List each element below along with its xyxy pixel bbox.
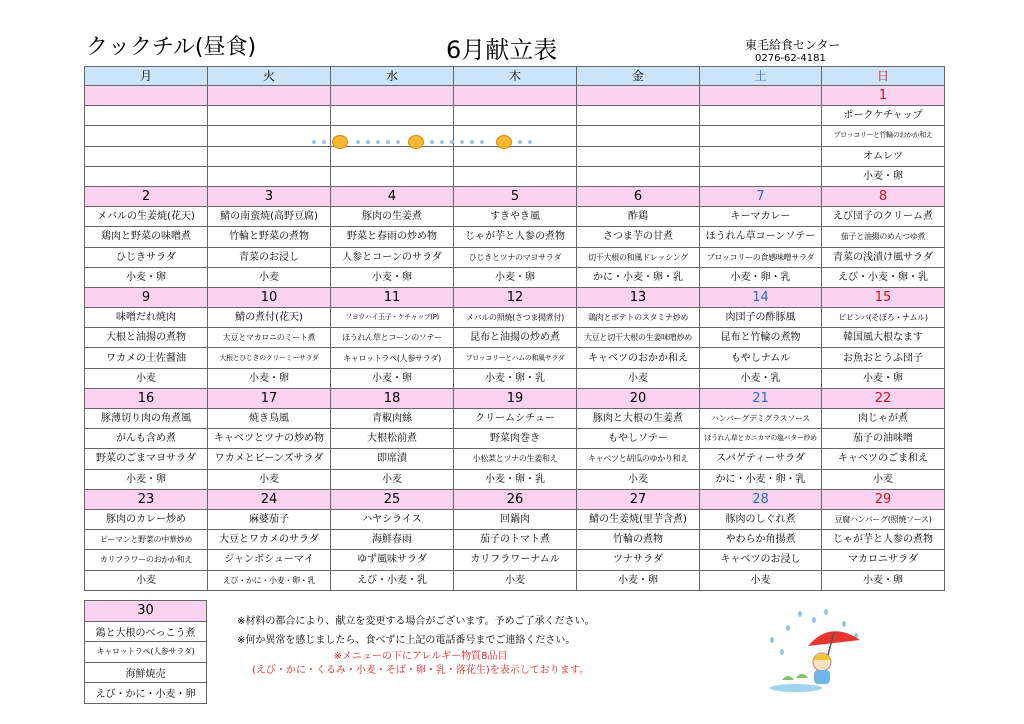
- menu-cell: キャベツとツナの炒め物: [208, 429, 331, 449]
- menu-cell: カリフラワーナムル: [454, 550, 577, 570]
- menu-cell: キャベツのお浸し: [700, 550, 822, 570]
- menu-cell: ワカメの土佐醤油: [85, 348, 208, 368]
- menu-cell: キャベツのごま和え: [822, 449, 945, 469]
- date-cell: 1: [822, 86, 945, 106]
- snail-icon: [332, 135, 348, 149]
- menu-cell: ブロッコリーの食感味噌サラダ: [700, 247, 822, 267]
- menu-cell: 人参とコーンのサラダ: [331, 247, 454, 267]
- menu-cell: カリフラワーのおかか和え: [85, 550, 208, 570]
- menu-cell: ポークケチャップ: [822, 106, 945, 126]
- menu-row: [85, 550, 945, 570]
- date-cell: 26: [454, 489, 577, 509]
- menu-cell: ほうれん草とコーンのソテー: [331, 328, 454, 348]
- menu-cell: 鶏と大根のべっこう煮: [85, 621, 207, 642]
- menu-cell: オムレツ: [822, 146, 945, 166]
- date-cell: 2: [85, 186, 208, 206]
- dot-icon: [322, 140, 326, 144]
- allergen-cell: [700, 166, 822, 186]
- menu-row: [85, 166, 945, 186]
- allergen-cell: 小麦・卵: [331, 368, 454, 388]
- date-cell: 22: [822, 388, 945, 408]
- allergy-line-2: (えび・かに・くるみ・小麦・そば・卵・乳・落花生)を表示しております。: [252, 665, 590, 676]
- allergen-cell: 小麦・卵: [331, 267, 454, 287]
- date-cell: 15: [822, 287, 945, 307]
- menu-cell: [85, 106, 208, 126]
- date-cell: [454, 86, 577, 106]
- allergen-cell: [208, 166, 331, 186]
- menu-row: [85, 328, 945, 348]
- menu-cell: ピーマンと野菜の中華炒め: [85, 530, 208, 550]
- allergen-cell: えび・かに・小麦・卵・乳: [208, 570, 331, 590]
- menu-cell: ほうれん草とカニカマの塩バター炒め: [700, 429, 822, 449]
- menu-row: [85, 429, 945, 449]
- menu-cell: [577, 146, 700, 166]
- menu-cell: [454, 106, 577, 126]
- date-row: [85, 186, 945, 206]
- menu-cell: 海鮮春雨: [331, 530, 454, 550]
- menu-cell: 大豆とワカメのサラダ: [208, 530, 331, 550]
- note-line-2: ※何か異常を感じましたら、食べずに上記の電話番号までご連絡ください。: [237, 635, 576, 646]
- date-cell: 11: [331, 287, 454, 307]
- allergen-cell: [85, 166, 208, 186]
- allergen-cell: [454, 166, 577, 186]
- date-cell: 18: [331, 388, 454, 408]
- menu-cell: [85, 146, 208, 166]
- menu-cell: 竹輪と野菜の煮物: [208, 227, 331, 247]
- date-cell: [208, 86, 331, 106]
- menu-cell: 海鮮焼売: [85, 662, 207, 683]
- menu-cell: キャロットラペ(人参サラダ): [331, 348, 454, 368]
- allergen-cell: 小麦: [208, 469, 331, 489]
- date-cell: 29: [822, 489, 945, 509]
- menu-cell: 野菜のごまマヨサラダ: [85, 449, 208, 469]
- date-cell: 25: [331, 489, 454, 509]
- date-cell: 13: [577, 287, 700, 307]
- menu-row: [85, 469, 945, 489]
- weekday-sun: 日: [822, 67, 945, 86]
- menu-cell: 豚肉の生姜煮: [331, 207, 454, 227]
- dot-icon: [366, 140, 370, 144]
- menu-cell: 竹輪の煮物: [577, 530, 700, 550]
- menu-cell: ほうれん草コーンソテー: [700, 227, 822, 247]
- menu-cell: [700, 126, 822, 146]
- menu-cell: マカロニサラダ: [822, 550, 945, 570]
- date-cell: 21: [700, 388, 822, 408]
- menu-cell: 味噌だれ焼肉: [85, 308, 208, 328]
- menu-row: [85, 207, 945, 227]
- allergen-cell: 小麦: [85, 570, 208, 590]
- allergen-cell: 小麦: [208, 267, 331, 287]
- menu-cell: がんも含め煮: [85, 429, 208, 449]
- menu-cell: [85, 126, 208, 146]
- date-cell: 9: [85, 287, 208, 307]
- notes: [237, 612, 595, 650]
- weekday-mon: 月: [85, 67, 208, 86]
- date-cell: 16: [85, 388, 208, 408]
- menu-cell: 茄子の油味噌: [822, 429, 945, 449]
- page-title: クックチル(昼食): [86, 35, 257, 60]
- allergen-cell: [331, 166, 454, 186]
- snail-decoration: [312, 135, 532, 151]
- snail-icon: [496, 135, 512, 149]
- dot-icon: [376, 140, 380, 144]
- menu-cell: [331, 106, 454, 126]
- menu-cell: 昆布と油揚の炒め煮: [454, 328, 577, 348]
- menu-cell: 茄子と油揚のめんつゆ煮: [822, 227, 945, 247]
- weekday-sat: 土: [700, 67, 822, 86]
- menu-cell: 鯖の生姜焼(里芋含煮): [577, 509, 700, 529]
- allergen-cell: 小麦・卵: [577, 570, 700, 590]
- date-cell: 28: [700, 489, 822, 509]
- date-cell: 10: [208, 287, 331, 307]
- date-cell: 6: [577, 186, 700, 206]
- menu-row: [85, 530, 945, 550]
- menu-cell: キャベツのおかか和え: [577, 348, 700, 368]
- snail-icon: [408, 135, 424, 149]
- date-cell: 4: [331, 186, 454, 206]
- menu-row: [85, 348, 945, 368]
- menu-cell: 焼き鳥風: [208, 409, 331, 429]
- menu-row: [85, 449, 945, 469]
- date-cell: 17: [208, 388, 331, 408]
- menu-cell: 鯖の南蛮焼(高野豆腐): [208, 207, 331, 227]
- allergen-cell: 小麦: [85, 368, 208, 388]
- menu-cell: ツナサラダ: [577, 550, 700, 570]
- menu-cell: キャベツと胡瓜のゆかり和え: [577, 449, 700, 469]
- menu-cell: やわらか角揚煮: [700, 530, 822, 550]
- menu-cell: [700, 106, 822, 126]
- date-row: [85, 388, 945, 408]
- date-row: [85, 86, 945, 106]
- menu-cell: 小松菜とツナの生姜和え: [454, 449, 577, 469]
- dot-icon: [518, 140, 522, 144]
- date-cell: 3: [208, 186, 331, 206]
- weekday-thu: 木: [454, 67, 577, 86]
- menu-cell: 豚肉と大根の生姜煮: [577, 409, 700, 429]
- menu-cell: 韓国風大根なます: [822, 328, 945, 348]
- allergen-cell: 小麦: [577, 469, 700, 489]
- menu-cell: 青菜のお浸し: [208, 247, 331, 267]
- date-cell: [85, 86, 208, 106]
- rain-umbrella-child-illustration: [760, 606, 870, 696]
- date-cell: 12: [454, 287, 577, 307]
- center-phone: 0276-62-4181: [755, 53, 826, 64]
- menu-cell: 酢鶏: [577, 207, 700, 227]
- allergy-note: [252, 650, 589, 678]
- dot-icon: [386, 140, 390, 144]
- menu-cell: ハンバーグデミグラスソース: [700, 409, 822, 429]
- allergen-cell: えび・かに・小麦・卵: [85, 683, 207, 704]
- allergen-cell: 小麦・卵: [822, 166, 945, 186]
- weekday-header: [85, 67, 945, 86]
- menu-cell: じゃが芋と人参の煮物: [822, 530, 945, 550]
- menu-cell: 肉団子の酢豚風: [700, 308, 822, 328]
- menu-row: [85, 247, 945, 267]
- menu-cell: さつま芋の甘煮: [577, 227, 700, 247]
- menu-cell: [700, 146, 822, 166]
- dot-icon: [460, 140, 464, 144]
- menu-cell: 豆腐ハンバーグ(照焼ソース): [822, 509, 945, 529]
- date-cell: [700, 86, 822, 106]
- menu-cell: メバルの照焼(さつま揚煮付): [454, 308, 577, 328]
- dot-icon: [528, 140, 532, 144]
- menu-cell: ジャンボシューマイ: [208, 550, 331, 570]
- menu-cell: じゃが芋と人参の煮物: [454, 227, 577, 247]
- day30-block: [84, 600, 207, 704]
- date-cell: 7: [700, 186, 822, 206]
- dot-icon: [470, 140, 474, 144]
- menu-cell: ひじきサラダ: [85, 247, 208, 267]
- allergen-cell: えび・小麦・卵・乳: [822, 267, 945, 287]
- menu-cell: [208, 106, 331, 126]
- menu-cell: 鶏肉とポテトのスタミナ炒め: [577, 308, 700, 328]
- dot-icon: [450, 140, 454, 144]
- note-line-1: ※材料の都合により、献立を変更する場合がございます。予めご了承ください。: [237, 616, 595, 627]
- menu-cell: 即席漬: [331, 449, 454, 469]
- menu-cell: ひじきとツナのマヨサラダ: [454, 247, 577, 267]
- allergen-cell: 小麦・卵: [822, 570, 945, 590]
- menu-cell: 野菜肉巻き: [454, 429, 577, 449]
- menu-cell: えび団子のクリーム煮: [822, 207, 945, 227]
- menu-row: [85, 227, 945, 247]
- menu-cell: フヨウハイ玉子・ケチャップ(P): [331, 308, 454, 328]
- menu-cell: 麻婆茄子: [208, 509, 331, 529]
- menu-cell: スパゲティーサラダ: [700, 449, 822, 469]
- date-row: [85, 287, 945, 307]
- date-cell: 27: [577, 489, 700, 509]
- menu-row: [85, 267, 945, 287]
- allergen-cell: 小麦: [331, 469, 454, 489]
- menu-cell: ブロッコリーとハムの和風サラダ: [454, 348, 577, 368]
- date-cell: 8: [822, 186, 945, 206]
- allergy-line-1: ※メニューの下にアレルギー物質8品目: [333, 651, 508, 662]
- dot-icon: [396, 140, 400, 144]
- menu-cell: 豚薄切り肉の角煮風: [85, 409, 208, 429]
- menu-cell: ワカメとビーンズサラダ: [208, 449, 331, 469]
- allergen-cell: 小麦・卵: [454, 267, 577, 287]
- menu-cell: キャロットラペ(人参サラダ): [85, 642, 207, 663]
- allergen-cell: 小麦: [700, 570, 822, 590]
- menu-cell: 豚肉のカレー炒め: [85, 509, 208, 529]
- menu-cell: 青椒肉絲: [331, 409, 454, 429]
- menu-cell: 鶏肉と野菜の味噌煮: [85, 227, 208, 247]
- weekday-wed: 水: [331, 67, 454, 86]
- menu-cell: お魚おとうふ団子: [822, 348, 945, 368]
- date-cell: 24: [208, 489, 331, 509]
- dot-icon: [430, 140, 434, 144]
- allergen-cell: かに・小麦・卵・乳: [577, 267, 700, 287]
- date-cell: 20: [577, 388, 700, 408]
- allergen-cell: 小麦・卵: [208, 368, 331, 388]
- menu-row: [85, 308, 945, 328]
- allergen-cell: 小麦・卵: [822, 368, 945, 388]
- menu-cell: [577, 106, 700, 126]
- menu-cell: ブロッコリーと竹輪のおかか和え: [822, 126, 945, 146]
- menu-cell: ゆず風味サラダ: [331, 550, 454, 570]
- menu-cell: 豚肉のしぐれ煮: [700, 509, 822, 529]
- allergen-cell: 小麦・卵・乳: [454, 368, 577, 388]
- menu-cell: 大根と油揚の煮物: [85, 328, 208, 348]
- menu-cell: 切干大根の和風ドレッシング: [577, 247, 700, 267]
- menu-cell: 大豆と切干大根の生姜味噌炒め: [577, 328, 700, 348]
- allergen-cell: 小麦・卵: [85, 469, 208, 489]
- menu-cell: 大根松前煮: [331, 429, 454, 449]
- menu-cell: 昆布と竹輪の煮物: [700, 328, 822, 348]
- weekday-fri: 金: [577, 67, 700, 86]
- menu-cell: 大根とひじきのクリーミーサラダ: [208, 348, 331, 368]
- date-cell: 23: [85, 489, 208, 509]
- menu-cell: 青菜の浅漬け風サラダ: [822, 247, 945, 267]
- menu-cell: もやしナムル: [700, 348, 822, 368]
- allergen-cell: 小麦: [454, 570, 577, 590]
- center-name: 東毛給食センター: [745, 38, 841, 52]
- dot-icon: [356, 140, 360, 144]
- date-cell: 14: [700, 287, 822, 307]
- allergen-cell: 小麦・乳: [700, 368, 822, 388]
- allergen-cell: 小麦: [822, 469, 945, 489]
- menu-cell: キーマカレー: [700, 207, 822, 227]
- allergen-cell: 小麦・卵・乳: [700, 267, 822, 287]
- menu-cell: 鯖の煮付(花天): [208, 308, 331, 328]
- menu-cell: 茄子のトマト煮: [454, 530, 577, 550]
- menu-cell: 大豆とマカロニのミート煮: [208, 328, 331, 348]
- allergen-cell: 小麦・卵・乳: [454, 469, 577, 489]
- date-row: [85, 489, 945, 509]
- allergen-cell: 小麦・卵: [85, 267, 208, 287]
- menu-cell: ハヤシライス: [331, 509, 454, 529]
- dot-icon: [440, 140, 444, 144]
- menu-cell: もやしソテー: [577, 429, 700, 449]
- date-cell: [331, 86, 454, 106]
- menu-row: [85, 409, 945, 429]
- date-cell: 19: [454, 388, 577, 408]
- menu-row: [85, 368, 945, 388]
- menu-row: [85, 509, 945, 529]
- menu-cell: ビビンバ(そぼろ・ナムル): [822, 308, 945, 328]
- date-cell: 5: [454, 186, 577, 206]
- menu-row: [85, 570, 945, 590]
- allergen-cell: 小麦: [577, 368, 700, 388]
- weekday-tue: 火: [208, 67, 331, 86]
- allergen-cell: [577, 166, 700, 186]
- menu-title: 6月献立表: [446, 36, 558, 64]
- dot-icon: [312, 140, 316, 144]
- menu-cell: すきやき風: [454, 207, 577, 227]
- dot-icon: [480, 140, 484, 144]
- menu-cell: 回鍋肉: [454, 509, 577, 529]
- allergen-cell: えび・小麦・乳: [331, 570, 454, 590]
- date-cell: 30: [85, 601, 207, 622]
- allergen-cell: かに・小麦・卵・乳: [700, 469, 822, 489]
- menu-cell: 肉じゃが煮: [822, 409, 945, 429]
- menu-cell: [577, 126, 700, 146]
- menu-cell: クリームシチュー: [454, 409, 577, 429]
- menu-row: [85, 106, 945, 126]
- menu-cell: メバルの生姜焼(花天): [85, 207, 208, 227]
- menu-cell: 野菜と春雨の炒め物: [331, 227, 454, 247]
- date-cell: [577, 86, 700, 106]
